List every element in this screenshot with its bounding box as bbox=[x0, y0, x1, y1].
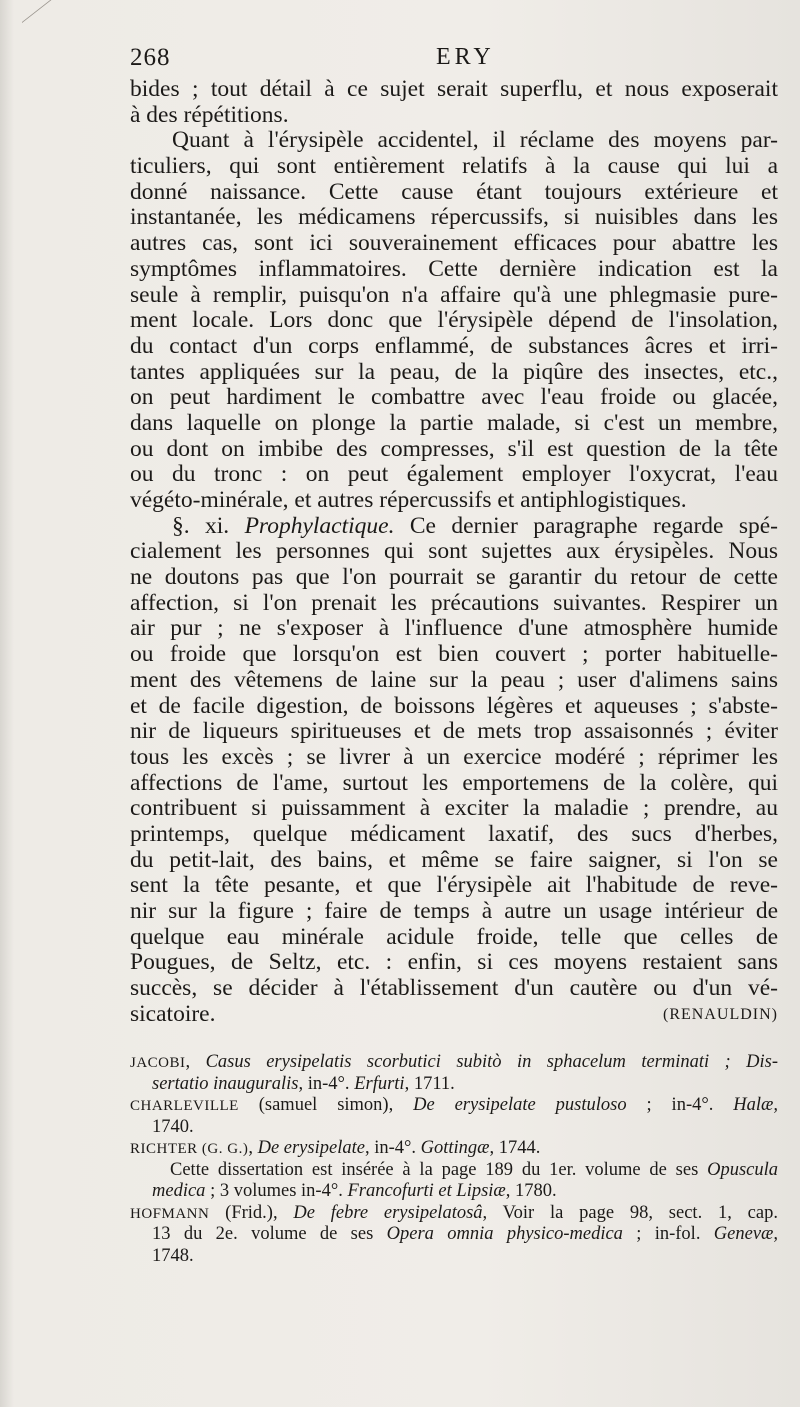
text-line: quelque eau minérale acidule froide, telle que celles de bbox=[130, 923, 778, 950]
closing-line bbox=[130, 1002, 778, 1028]
bib-author: JACOBI bbox=[130, 1055, 186, 1071]
bibliography-entry bbox=[130, 1095, 778, 1138]
main-text bbox=[130, 77, 778, 1027]
section-heading-line bbox=[130, 514, 778, 540]
text-line: seule à remplir, puisqu'on n'a affaire qu'à une phlegmasie pure- bbox=[130, 281, 778, 308]
text-line: autres cas, sont ici souverainement efficaces pour abattre les bbox=[130, 230, 778, 257]
bib-title: De febre erysipelatosâ bbox=[293, 1202, 483, 1223]
text-fragment: sicatoire. bbox=[130, 1000, 216, 1027]
bibliography bbox=[130, 1052, 778, 1267]
bib-author: RICHTER (G. G.) bbox=[130, 1141, 249, 1157]
text-line: sent la tête pesante, et que l'érysipèle ait l'habitude de reve- bbox=[130, 872, 778, 899]
text-line: Quant à l'érysipèle accidentel, il réclame des moyens par- bbox=[172, 127, 778, 154]
text-line: succès, se décider à l'établissement d'un cautère ou d'un vé- bbox=[130, 975, 778, 1002]
bib-line: RICHTER (G. G.), De erysipelate, in-4°. Gottingæ, 1744. bbox=[130, 1138, 541, 1158]
text-line: contribuent si puissamment à exciter la maladie ; prendre, au bbox=[130, 795, 778, 822]
text-line: ment des vêtemens de laine sur la peau ; user d'alimens sains bbox=[130, 666, 778, 693]
text-line: ticuliers, qui sont entièrement relatifs à la cause qui lui a bbox=[130, 153, 778, 180]
text-line: tous les excès ; se livrer à un exercice modéré ; réprimer les bbox=[130, 743, 778, 770]
text-line: affections de l'ame, surtout les emportemens de la colère, qui bbox=[130, 769, 778, 796]
text-line: dans laquelle on plonge la partie malade, si c'est un membre, bbox=[130, 409, 778, 436]
author-signature: (RENAULDIN) bbox=[663, 1005, 778, 1023]
section-mark: §. xi. bbox=[172, 512, 230, 539]
text-line: donné naissance. Cette cause étant toujours extérieure et bbox=[130, 178, 778, 205]
text-line: nir sur la figure ; faire de temps à autre un usage intérieur de bbox=[130, 898, 778, 924]
text-line: on peut hardiment le combattre avec l'eau froide ou glacée, bbox=[130, 384, 778, 411]
section-title: Prophylactique. bbox=[244, 512, 395, 539]
text-line: printemps, quelque médicament laxatif, des sucs d'herbes, bbox=[130, 820, 778, 847]
bib-title: Casus erysipelatis scorbutici subitò in sphacelum terminati ; Dis- bbox=[205, 1052, 778, 1072]
text-line: ou du tronc : on peut également employer l'oxycrat, l'eau bbox=[130, 461, 778, 488]
bib-line: 1740. bbox=[152, 1116, 194, 1137]
text-line: cialement les personnes qui sont sujettes aux érysipèles. Nous bbox=[130, 538, 778, 565]
text-line: tantes appliquées sur la peau, de la piqûre des insectes, etc., bbox=[130, 358, 778, 385]
page-header bbox=[130, 40, 778, 76]
text-line: ou dont on imbibe des compresses, s'il est question de la tête bbox=[130, 435, 778, 462]
text-line: bides ; tout détail à ce sujet serait superflu, et nous exposerait bbox=[130, 76, 778, 102]
text-line: végéto-minérale, et autres répercussifs et antiphlogistiques. bbox=[130, 487, 687, 513]
text-line: ou froide que lorsqu'on est bien couvert ; porter habituelle- bbox=[130, 641, 778, 668]
bib-line: HOFMANN (Frid.), De febre erysipelatosâ, Voir la page 98, sect. 1, cap. bbox=[130, 1202, 778, 1223]
bibliography-entry bbox=[130, 1203, 778, 1268]
bibliography-entry bbox=[130, 1138, 778, 1203]
bib-line: CHARLEVILLE (samuel simon), De erysipelate pustuloso ; in-4°. Halæ, bbox=[130, 1095, 779, 1115]
text-line: nir de liqueurs spiritueuses et de mets trop assaisonnés ; éviter bbox=[130, 718, 778, 745]
text-fragment: Ce dernier paragraphe regarde spé- bbox=[409, 512, 779, 539]
bib-line: sertatio inauguralis, in-4°. Erfurti, 1711. bbox=[152, 1073, 455, 1094]
bib-line: JACOBI, Casus erysipelatis scorbutici subitò in sphacelum terminati ; Dis- bbox=[130, 1052, 778, 1072]
text-line: Pougues, de Seltz, etc. : enfin, si ces moyens restaient sans bbox=[130, 949, 778, 976]
bib-title: De erysipelate pustuloso bbox=[413, 1095, 627, 1115]
text-line: instantanée, les médicamens répercussifs, si nuisibles dans les bbox=[130, 204, 778, 231]
text-line: du petit-lait, des bains, et même se faire saigner, si l'on se bbox=[130, 846, 778, 873]
bib-line: 13 du 2e. volume de ses Opera omnia physico-medica ; in-fol. Genevæ, bbox=[152, 1224, 778, 1244]
text-line: ne doutons pas que l'on pourrait se garantir du retour de cette bbox=[130, 564, 778, 591]
bib-author: HOFMANN bbox=[130, 1205, 210, 1222]
text-line: ment locale. Lors donc que l'érysipèle dépend de l'insolation, bbox=[130, 307, 778, 334]
running-head: ERY bbox=[436, 44, 495, 70]
text-line: air pur ; ne s'exposer à l'influence d'une atmosphère humide bbox=[130, 615, 778, 642]
text-line: et de facile digestion, de boissons légères et aqueuses ; s'abste- bbox=[130, 692, 778, 719]
bib-author: CHARLEVILLE bbox=[130, 1098, 239, 1114]
corner-pencil-mark bbox=[22, 0, 52, 23]
bib-title: De erysipelate bbox=[257, 1138, 365, 1158]
text-line: à des répétitions. bbox=[130, 101, 289, 128]
bibliography-entry bbox=[130, 1052, 778, 1095]
text-line: symptômes inflammatoires. Cette dernière indication est la bbox=[130, 255, 778, 282]
bib-note-line: medica ; 3 volumes in-4°. Francofurti et Lipsiæ, 1780. bbox=[152, 1181, 557, 1201]
bib-note-line: Cette dissertation est insérée à la page 189 du 1er. volume de ses Opuscula bbox=[170, 1159, 778, 1180]
text-line: du contact d'un corps enflammé, de substances âcres et irri- bbox=[130, 332, 778, 359]
text-line: affection, si l'on prenait les précautions suivantes. Respirer un bbox=[130, 589, 778, 616]
page-number: 268 bbox=[130, 44, 171, 71]
bib-line: 1748. bbox=[152, 1245, 194, 1266]
